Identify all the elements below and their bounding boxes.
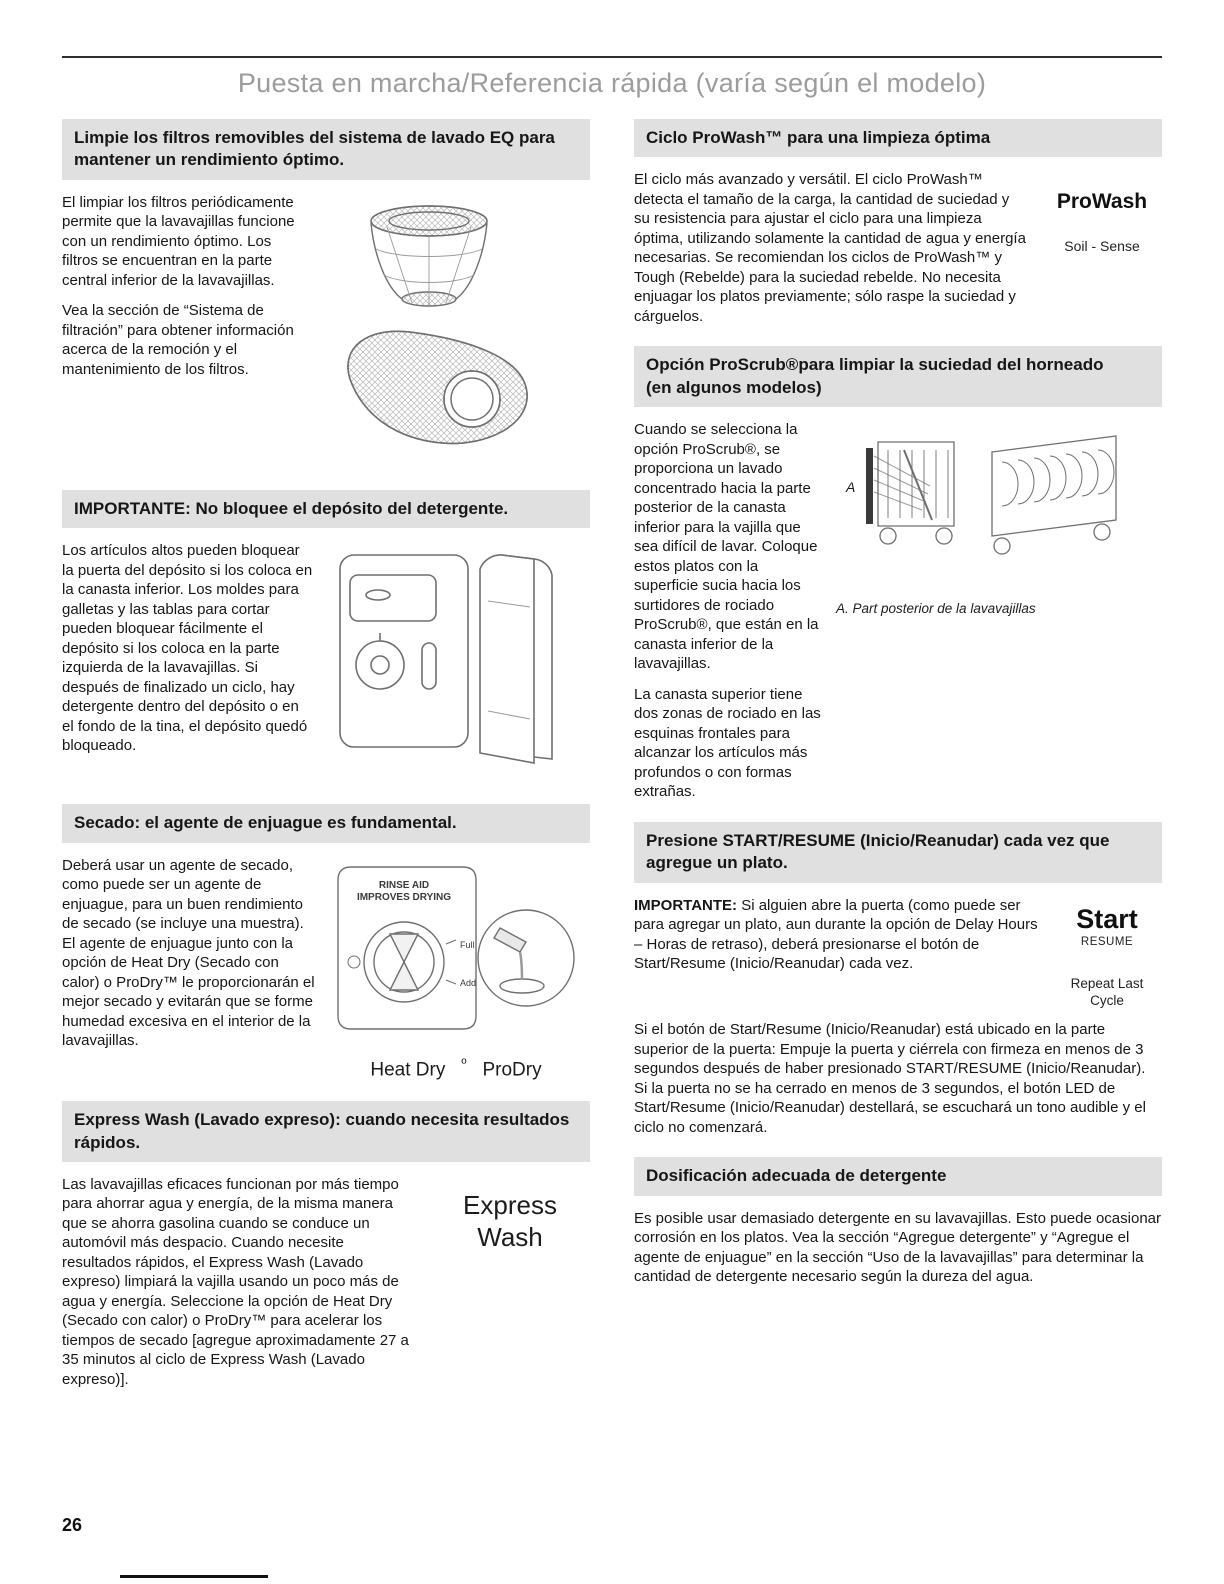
start-resume-header: Presione START/RESUME (Inicio/Reanudar) cada vez que agregue un plato. (634, 822, 1162, 883)
soil-sense-label: Soil - Sense (1064, 238, 1140, 255)
proscrub-illustration (836, 420, 1146, 590)
dry-options-caption (332, 1055, 580, 1081)
express-wash-logo-line2: Wash (477, 1222, 543, 1253)
section-detergent-dosing (634, 1157, 1162, 1286)
rinse-aid-figure-text-line1: RINSE AID (378, 879, 430, 891)
right-column (634, 119, 1162, 1409)
start-button-label: Start (1076, 903, 1138, 934)
clean-filters-paragraph-1: El limpiar los filtros periódicamente permite que la lavavajillas funcione con un rendimiento óptimo. Los filtros se encuentran en la parte central inferior de la lavavajillas. (62, 193, 295, 289)
proscrub-figure-label-a: A (846, 479, 856, 496)
rinse-aid-full-label: Full (460, 939, 475, 950)
page-title: Puesta en marcha/Referencia rápida (varía según el modelo) (237, 68, 987, 98)
start-resume-paragraph-2: Si el botón de Start/Resume (Inicio/Reanudar) está ubicado en la parte superior de la puerta: Empuje la puerta y ciérrela con firmeza en menos de 3 segundos después de haber presionado START/RESUME (Inicio/Reanudar). Si la puerta no se ha cerrado en menos de 3 segundos, el botón LED de Start/Resume (Inicio/Reanudar) destellará, se escuchará un tono audible y el ciclo no comenzará. (634, 1021, 1146, 1136)
importante-label: IMPORTANTE: (634, 896, 738, 914)
proscrub-header-sub: (en algunos modelos) (646, 377, 822, 397)
section-rinse-aid (62, 804, 590, 1081)
section-clean-filters (62, 119, 590, 470)
proscrub-paragraph-1: Cuando se selecciona la opción ProScrub®, se proporciona un lavado concentrado hacia la parte posterior de la canasta inferior para la vajilla que sea difícil de lavar. Coloque estos platos con la superficie sucia hacia los surtidores de rociado ProScrub®, que están en la canasta inferior de la lavavajillas. (634, 421, 819, 673)
clean-filters-header: Limpie los filtros removibles del sistema de lavado EQ para mantener un rendimiento óptimo. (62, 119, 590, 180)
detergent-dosing-header: Dosificación adecuada de detergente (634, 1157, 1162, 1195)
prowash-header: Ciclo ProWash™ para una limpieza óptima (634, 119, 1162, 157)
start-resume-panel (1052, 896, 1162, 1010)
clean-filters-paragraph-2: Vea la sección de “Sistema de filtración” para obtener información acerca de la remoción y el mantenimiento de los filtros. (62, 302, 294, 378)
rinse-aid-figure-block (332, 856, 580, 1081)
repeat-last-cycle-label: Repeat Last Cycle (1070, 975, 1144, 1008)
proscrub-header-main: Opción ProScrub®para limpiar la suciedad del horneado (646, 355, 1104, 375)
express-wash-logo (430, 1175, 590, 1254)
prodry-label: ProDry (482, 1059, 542, 1081)
footer-rule (120, 1575, 268, 1578)
proscrub-figure-block (836, 420, 1148, 616)
section-express-wash (62, 1101, 590, 1389)
dispenser-illustration (328, 541, 578, 784)
resume-label: RESUME (1080, 935, 1134, 948)
section-detergent-dispenser (62, 490, 590, 784)
detergent-dispenser-paragraph: Los artículos altos pueden bloquear la puerta del depósito si los coloca en la canasta inferior. Los moldes para galletas y las tablas para cortar pueden bloquear fácilmente el depósito si los coloca en la parte izquierda de la lavavajillas. Si después de finalizado un ciclo, hay detergente dentro del depósito o en el fondo de la tina, el depósito quedó bloqueado. (62, 542, 313, 755)
prowash-paragraph: El ciclo más avanzado y versátil. El ciclo ProWash™ detecta el tamaño de la carga, la cantidad de suciedad y su resistencia para ajustar el ciclo para una limpieza óptima, utilizando solamente la cantidad de agua y energía necesarias. Se recomiendan los ciclos de ProWash™ y Tough (Rebelde) para la suciedad rebelde. No necesita enjuagar los platos previamente; sólo raspe la suciedad y cárguelos. (634, 171, 1026, 325)
proscrub-paragraph-2: La canasta superior tiene dos zonas de rociado en las esquinas frontales para alcanzar los artículos más profundos o con formas extrañas. (634, 685, 821, 801)
rinse-aid-header: Secado: el agente de enjuague es fundamental. (62, 804, 590, 842)
rinse-aid-figure-text-line2: IMPROVES DRYING (356, 891, 452, 903)
heat-dry-label: Heat Dry (370, 1059, 446, 1081)
prowash-logo: ProWash (1056, 190, 1148, 214)
rinse-aid-paragraph: Deberá usar un agente de secado, como puede ser un agente de enjuague, para un buen rendimiento de secado (se incluye una muestra). El agente de enjuague junto con la opción de Heat Dry (Secado con calor) o ProDry™ le proporcionarán el mejor secado y evitarán que se forme humedad excesiva en el interior de la lavavajillas. (62, 856, 315, 1050)
degree-symbol: º (461, 1054, 467, 1071)
filters-illustration (324, 193, 539, 470)
start-resume-paragraph-1-text: Si alguien abre la puerta (como puede ser para agregar un plato, aun durante la opción de Delay Hours – Horas de retraso), deberá presionarse el botón de Start/Resume (Inicio/Reanudar) cada vez. (634, 896, 1038, 973)
left-column (62, 119, 590, 1409)
proscrub-header (634, 346, 1162, 407)
section-proscrub-option (634, 346, 1162, 801)
section-start-resume (634, 822, 1162, 1138)
proscrub-figure-caption: A. Part posterior de la lavavajillas (836, 601, 1036, 617)
detergent-dispenser-header: IMPORTANTE: No bloquee el depósito del detergente. (62, 490, 590, 528)
start-resume-paragraph-1 (634, 896, 1038, 974)
section-prowash-cycle (634, 119, 1162, 326)
express-wash-paragraph: Las lavavajillas eficaces funcionan por más tiempo para ahorrar agua y energía, de la misma manera que se ahorra gasolina cuando se conduce un automóvil más despacio. Cuando necesite resultados rápidos, el Express Wash (Lavado expreso) limpiará la vajilla usando un poco más de agua y energía. Seleccione la opción de Heat Dry (Secado con calor) o ProDry™ para acelerar los tiempos de secado [agregue aproximadamente 27 a 35 minutos al ciclo de Express Wash (Lavado expreso)]. (62, 1175, 409, 1388)
page-number: 26 (62, 1515, 83, 1535)
prowash-logo-block (1042, 170, 1162, 254)
rinse-aid-add-label: Add (460, 977, 477, 988)
rinse-aid-illustration (332, 856, 580, 1038)
express-wash-logo-line1: Express (463, 1189, 557, 1220)
detergent-dosing-paragraph: Es posible usar demasiado detergente en su lavavajillas. Esto puede ocasionar corrosión en los platos. Vea la sección “Agregue detergente” y “Agregue el agente de enjuague” en la sección “Uso de la lavavajillas” para determinar la cantidad de detergente necesario según la dureza del agua. (634, 1209, 1161, 1286)
express-wash-header: Express Wash (Lavado expreso): cuando necesita resultados rápidos. (62, 1101, 590, 1162)
